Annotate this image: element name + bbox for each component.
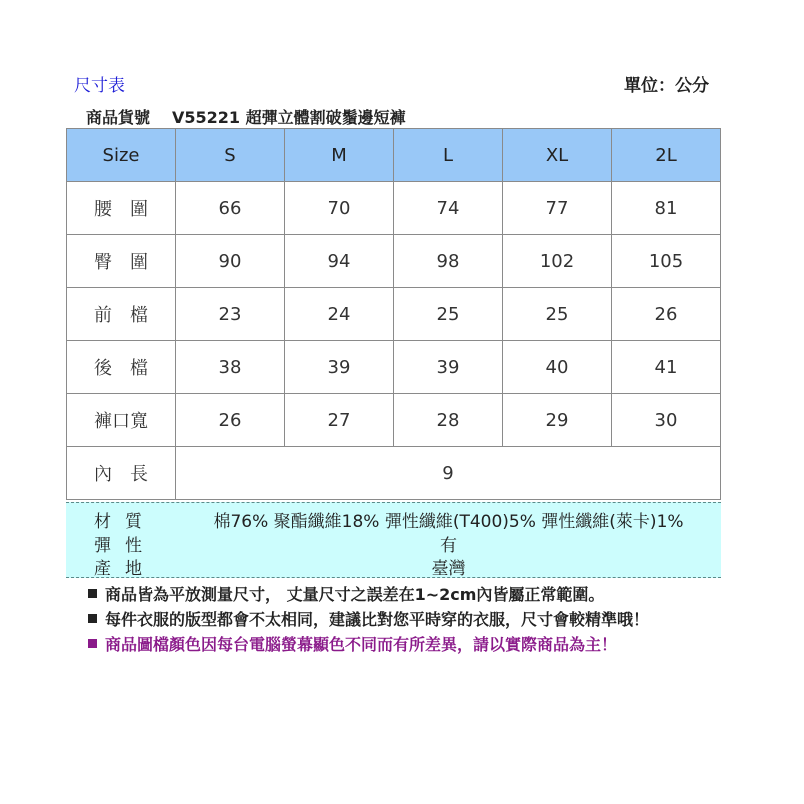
elastic-label: 彈性	[94, 536, 156, 556]
table-cell: 90	[176, 235, 285, 288]
table-cell: 30	[612, 394, 721, 447]
row-label: 褲口寬	[67, 394, 176, 447]
table-cell: 74	[394, 182, 503, 235]
material-value: 棉76% 聚酯纖維18% 彈性纖維(T400)5% 彈性纖維(萊卡)1%	[213, 512, 684, 532]
notes-list	[88, 585, 649, 660]
table-cell: 98	[394, 235, 503, 288]
table-cell: 40	[503, 341, 612, 394]
table-cell: 29	[503, 394, 612, 447]
size-chart-title: 尺寸表	[74, 76, 125, 96]
column-header: L	[394, 129, 503, 182]
row-label: 腰 圍	[67, 182, 176, 235]
size-header-row	[67, 129, 721, 182]
table-cell: 25	[503, 288, 612, 341]
product-code: V55221 超彈立體割破鬚邊短褲	[172, 108, 406, 127]
row-label: 前 檔	[67, 288, 176, 341]
table-cell: 24	[285, 288, 394, 341]
table-cell: 102	[503, 235, 612, 288]
table-row-inseam	[67, 447, 721, 500]
table-cell: 39	[394, 341, 503, 394]
square-bullet-icon	[88, 614, 97, 623]
table-cell: 105	[612, 235, 721, 288]
table-cell: 94	[285, 235, 394, 288]
table-cell: 25	[394, 288, 503, 341]
table-cell: 77	[503, 182, 612, 235]
product-info	[86, 105, 406, 128]
square-bullet-icon	[88, 589, 97, 598]
row-label: 內 長	[67, 447, 176, 500]
table-cell: 26	[612, 288, 721, 341]
table-row	[67, 288, 721, 341]
elastic-value: 有	[440, 536, 457, 556]
note-item	[88, 610, 649, 635]
table-cell: 27	[285, 394, 394, 447]
column-header: Size	[67, 129, 176, 182]
inseam-value: 9	[176, 447, 721, 500]
table-cell: 81	[612, 182, 721, 235]
column-header: 2L	[612, 129, 721, 182]
table-cell: 70	[285, 182, 394, 235]
column-header: S	[176, 129, 285, 182]
table-row	[67, 235, 721, 288]
table-cell: 28	[394, 394, 503, 447]
table-cell: 26	[176, 394, 285, 447]
table-cell: 39	[285, 341, 394, 394]
table-cell: 38	[176, 341, 285, 394]
row-label: 後 檔	[67, 341, 176, 394]
column-header: M	[285, 129, 394, 182]
product-label: 商品貨號	[86, 108, 151, 127]
column-header: XL	[503, 129, 612, 182]
table-row	[67, 341, 721, 394]
size-table	[66, 128, 721, 500]
material-label: 材質	[94, 512, 156, 532]
table-cell: 41	[612, 341, 721, 394]
note-text: 每件衣服的版型都會不太相同，建議比對您平時穿的衣服，尺寸會較精準哦！	[105, 610, 650, 629]
spec-panel	[66, 502, 721, 578]
table-cell: 66	[176, 182, 285, 235]
table-cell: 23	[176, 288, 285, 341]
table-row	[67, 394, 721, 447]
table-row	[67, 182, 721, 235]
square-bullet-icon	[88, 639, 97, 648]
unit-label: 單位：公分	[624, 76, 709, 96]
origin-label: 產地	[94, 559, 156, 579]
note-text: 商品圖檔顏色因每台電腦螢幕顯色不同而有所差異，請以實際商品為主！	[105, 635, 618, 654]
note-text: 商品皆為平放測量尺寸， 丈量尺寸之誤差在1~2cm內皆屬正常範圍。	[105, 585, 605, 604]
note-item	[88, 585, 649, 610]
row-label: 臀 圍	[67, 235, 176, 288]
origin-value: 臺灣	[431, 559, 466, 579]
note-item	[88, 635, 649, 660]
